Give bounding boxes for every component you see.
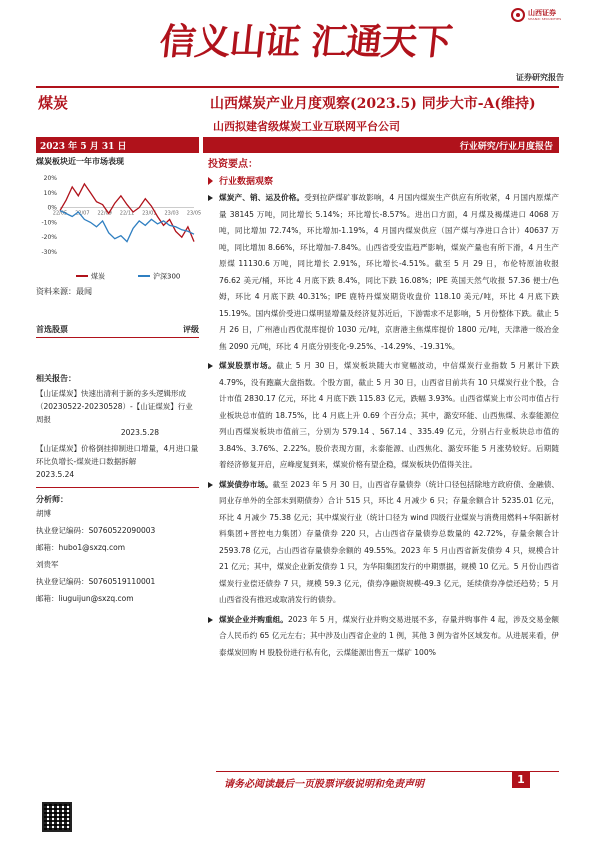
paragraph-text bbox=[219, 358, 559, 474]
bullet-paragraph bbox=[208, 477, 559, 609]
sector-label: 煤炭 bbox=[38, 94, 69, 112]
bullet-paragraph bbox=[208, 190, 559, 355]
analyst-name: 胡博 bbox=[36, 509, 51, 518]
bullet-icon bbox=[208, 363, 215, 370]
legend-label: 煤炭 bbox=[91, 272, 105, 281]
stock-table-header bbox=[36, 324, 199, 338]
logo-sub: SHANXI SECURITIES bbox=[528, 16, 562, 21]
y-tick-label: -30% bbox=[41, 249, 57, 256]
y-tick-label: -20% bbox=[41, 234, 57, 242]
analyst-code: 执业登记编码：S0760522090003 bbox=[36, 526, 156, 535]
footer-disclaimer: 请务必阅读最后一页股票评级说明和免责声明 bbox=[224, 779, 424, 790]
divider bbox=[36, 487, 199, 488]
related-report-date: 2023.5.28 bbox=[120, 428, 159, 437]
bullet-icon bbox=[208, 617, 215, 624]
logo bbox=[511, 7, 561, 23]
report-date: 2023 年 5 月 31 日 bbox=[36, 137, 199, 153]
stock-header-right: 评级 bbox=[183, 325, 199, 334]
chart-source: 资料来源：最闻 bbox=[36, 287, 92, 296]
paragraph-lead: 煤炭债券市场。 bbox=[219, 479, 273, 489]
footer-divider bbox=[216, 771, 559, 772]
stock-header-left: 首选股票 bbox=[36, 325, 68, 334]
y-tick-label: 20% bbox=[43, 175, 57, 182]
legend-label: 沪深300 bbox=[153, 272, 181, 281]
related-report-date: 2023.5.24 bbox=[36, 470, 75, 479]
paragraph-body: 截至 2023 年 5 月 30 日，山西省存量债券（统计口径包括除地方政府债、金融债、同业存单外的全部未到期债券）合计 515 只，环比 4 月减少 6 只；存量余额合计 5235.01 亿元，环比 4 月减少 75.38 亿元；其中煤炭行业（统计口径为 wind 四级行业煤炭与消费用燃料+华阳新材料集团+晋控电力集团）存量债券 220 只，占山西省存量债券总数量的 42.72%，存量余额合计 2593.78 亿元，占山西省存量债券余额的 49.55%。2023 年 5 月山西省新发债券 4 只，规模合计 21 亿元；其中，煤炭企业新发债券 1 只，为华阳集团发行的中期票据，规模 10 亿元。5 月份山西省煤炭行业偿还债券 7 只，规模 59.3 亿元，债券净融资规模-49.3 亿元，延续债券净偿还趋势；5 月山西省没有推迟或取消发行的债券。 bbox=[219, 479, 559, 604]
x-tick-label: 22/05 bbox=[52, 210, 68, 217]
analyst-code: 执业登记编码：S0760519110001 bbox=[36, 577, 156, 586]
related-reports-title: 相关报告： bbox=[36, 374, 76, 383]
related-report[interactable]: 【山证煤炭】快速出清利于新的多头逻辑形成（20230522-20230528）-【山证煤炭】行业周报 bbox=[36, 389, 193, 424]
qr-code-icon bbox=[42, 802, 72, 832]
paragraph-lead: 煤炭产、销、运及价格。 bbox=[219, 193, 305, 202]
report-category: 行业研究/行业月度报告 bbox=[203, 137, 559, 153]
bullet-paragraph bbox=[208, 612, 559, 662]
paragraph-text bbox=[219, 190, 559, 355]
page-title: 山西煤炭产业月度观察(2023.5) 同步大市-A(维持) bbox=[210, 96, 536, 112]
x-tick-label: 23/03 bbox=[164, 210, 179, 217]
y-tick-label: 0% bbox=[47, 204, 57, 212]
report-type: 证券研究报告 bbox=[516, 73, 564, 82]
market-chart-svg bbox=[36, 170, 202, 285]
market-chart bbox=[36, 170, 202, 285]
section-heading-text: 行业数据观察 bbox=[219, 177, 274, 187]
highlights-title: 投资要点： bbox=[208, 159, 258, 170]
paragraph-list bbox=[208, 190, 559, 661]
x-tick-label: 22/07 bbox=[75, 210, 90, 217]
analyst-email[interactable]: 邮箱：hubo1@sxzq.com bbox=[36, 543, 126, 552]
page-number: 1 bbox=[512, 772, 530, 788]
logo-icon bbox=[511, 8, 525, 22]
paragraph-text bbox=[219, 477, 559, 609]
triangle-icon bbox=[208, 177, 213, 185]
paragraph-text bbox=[219, 612, 559, 662]
analyst-title: 分析师： bbox=[36, 495, 68, 504]
paragraph-body: 受到拉萨煤矿事故影响，4 月国内煤炭生产供应有所收紧，4 月国内原煤产量 38145 万吨，同比增长 5.14%；环比增长-8.57%。进出口方面，4 月煤及褐煤进口 4068 万吨，同比增加 72.74%，环比增加-1.19%，4 月国内煤炭供应（国产煤与净进口合计）40637 万吨，同比增加 8.66%，环比增加-7.84%。山西省受安监趋严影响，煤炭产量也有所下滑，4 月生产原煤 11130.6 万吨，同比增长 2.91%，环比增长-4.51%。截至 5 月 29 日，布伦特原油收报 76.62 美元/桶，环比 4 月底下跌 8.4%，同比下跌 16.08%；IPE 英国天然气收报 57.36 便士/色姆，环比 4 月底下跌 40.31%；IPE 鹿特丹煤炭期货收盘价 118.10 美元/吨，环比 4 月底下跌 15.19%。国内煤价受进口煤明显增量及经济复苏近后，下游需求不足影响，5 月份整体下跌。截止 5 月 26 日，广州港山西优混库提价 1030 元/吨，京唐港主焦煤库提价 1800 元/吨，天津港一级冶金焦 2090 元/吨，环比 4 月底分别变化-9.25%、-14.29%、-19.31%。 bbox=[219, 193, 559, 351]
x-tick-label: 23/05 bbox=[186, 210, 202, 217]
section-heading bbox=[208, 174, 559, 187]
bullet-icon bbox=[208, 195, 215, 202]
related-report[interactable]: 【山证煤炭】价格倒挂抑制进口增量，4月进口量环比负增长-煤炭进口数据拆解 bbox=[36, 444, 199, 466]
paragraph-lead: 煤炭股票市场。 bbox=[219, 361, 277, 370]
analyst-name: 刘贵军 bbox=[36, 560, 59, 569]
logo-name: 山西证券 bbox=[528, 8, 556, 17]
paragraph-body: 截止 5 月 30 日，煤炭板块随大市宽幅波动，中信煤炭行业指数 5 月累计下跌 4.79%，没有跑赢大盘指数。个股方面，截止 5 月 30 日，山西省目前共有 10 只煤炭行业个股，合计市值 2830.17 亿元，环比 4 月底下跌 115.83 亿元，跌幅 3.93%。山西省煤炭上市公司市值占行业板块总市值的 18.75%，比 4 月底上升 0.69 个百分点；其中，潞安环能、山西焦煤、永泰能源位列山西煤炭板块市值前三，分别为 579.14 、567.14 、335.49 亿元，分别占行业板块总市值的 3.84%、3.76%、2.22%。股价表现方面，永泰能源、山西焦化、潞安环能 5 月涨势较好。后期随着经济修复开启，应峰度复到来，煤炭价格有望企稳，煤炭板块仍值得关注。 bbox=[219, 361, 559, 469]
y-tick-label: 10% bbox=[43, 189, 57, 197]
y-tick-label: -10% bbox=[41, 219, 57, 227]
analyst-email[interactable]: 邮箱：liuguijun@sxzq.com bbox=[36, 594, 134, 603]
page-subtitle: 山西拟建省级煤炭工业互联网平台公司 bbox=[213, 120, 400, 133]
paragraph-lead: 煤炭企业并购重组。 bbox=[219, 614, 288, 624]
left-column bbox=[36, 155, 202, 607]
banner-slogan: 信义山证 汇通天下 bbox=[157, 21, 454, 63]
right-column bbox=[208, 155, 559, 661]
paragraph-body: 2023 年 5 月，煤炭行业并购交易进展不多，存量并购事件 4 起，涉及交易金额合人民币约 65 亿元左右；其中涉及山西省企业的 1 例，其他 3 例为省外区域发布。从进展来看，伊泰煤炭回购 H 股股份进行私有化，云煤能源出售五一煤矿 100% bbox=[219, 614, 560, 657]
x-tick-label: 23/01 bbox=[142, 210, 157, 217]
x-tick-label: 22/09 bbox=[97, 210, 112, 217]
bullet-icon bbox=[208, 482, 215, 489]
bullet-paragraph bbox=[208, 358, 559, 474]
chart-title: 煤炭板块近一年市场表现 bbox=[36, 157, 124, 166]
x-tick-label: 22/11 bbox=[119, 210, 135, 217]
header-divider bbox=[36, 86, 559, 88]
